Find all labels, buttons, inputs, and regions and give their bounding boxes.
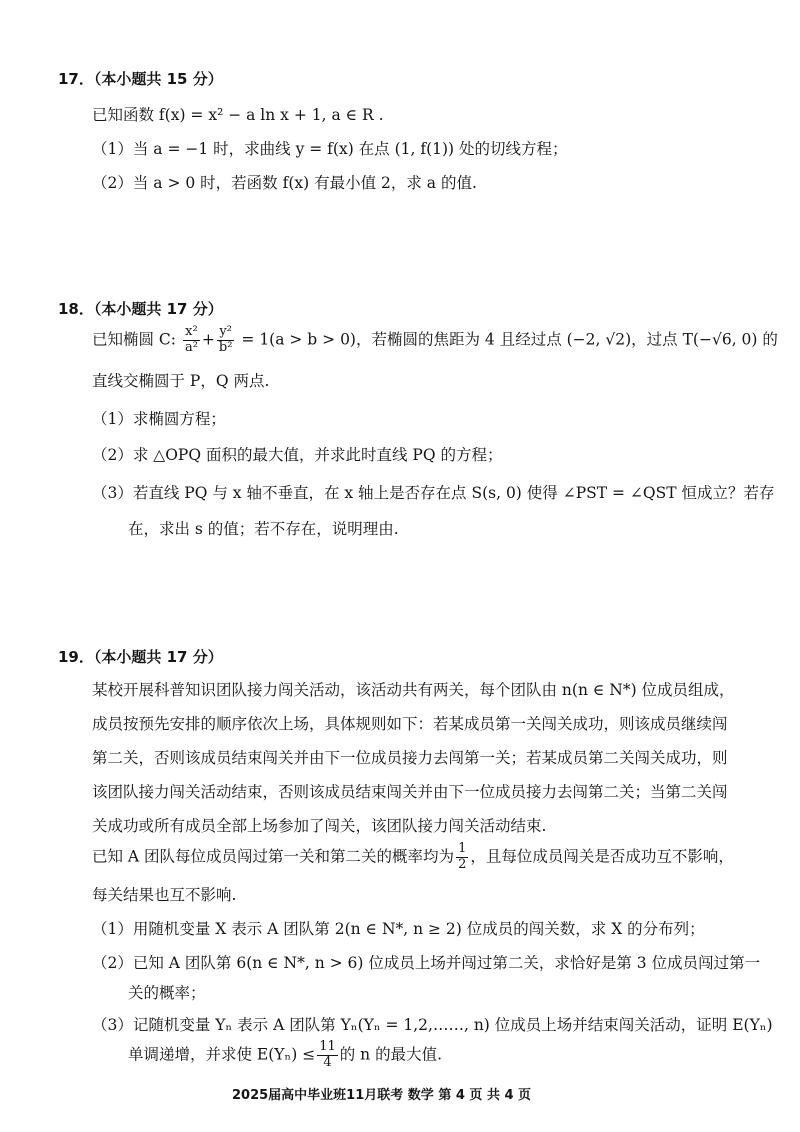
page-footer: 2025届高中毕业班11月联考 数学 第 4 页 共 4 页 [232, 1088, 532, 1103]
half-fraction [456, 842, 468, 873]
q19-part-3: （3）记随机变量 Yₙ 表示 A 团队第 Yₙ(Yₙ = 1,2,……, n) 位成员上场并结束闯关活动，证明 E(Yₙ) [92, 1016, 773, 1034]
plus-sign: + [201, 330, 215, 349]
q19-part-2: （2）已知 A 团队第 6(n ∈ N*, n > 6) 位成员上场并闯过第二关，求恰好是第 3 位成员闯过第一 [92, 954, 761, 972]
q18-part-1: （1）求椭圆方程； [92, 410, 226, 428]
q18-part-3-cont: 在，求出 s 的值；若不存在，说明理由. [128, 520, 399, 538]
ellipse-x-fraction [183, 325, 200, 356]
q18-part-2: （2）求 △OPQ 面积的最大值，并求此时直线 PQ 的方程； [92, 446, 503, 464]
eleven-quarters-fraction [317, 1040, 338, 1071]
q19-part-1: （1）用随机变量 X 表示 A 团队第 2(n ∈ N*, n ≥ 2) 位成员的闯关数，求 X 的分布列； [92, 920, 705, 938]
q19-para-line-1: 某校开展科普知识团队接力闯关活动，该活动共有两关，每个团队由 n(n ∈ N*) 位成员组成， [92, 681, 735, 699]
q19-part-3-cont [128, 1040, 442, 1071]
fraction-numerator: x² [183, 325, 200, 341]
q19-prob-suffix: ，且每位成员闯关是否成功互不影响， [470, 847, 734, 866]
q18-stem [92, 325, 778, 356]
fraction-denominator: a² [184, 339, 198, 355]
q19-prob-prefix: 已知 A 团队每位成员闯过第一关和第二关的概率均为 [92, 847, 455, 866]
q18-stem-prefix: 已知椭圆 C: [92, 330, 177, 349]
fraction-numerator: 1 [458, 841, 467, 856]
q19-part-3-prefix: 单调递增，并求使 E(Yₙ) ≤ [128, 1045, 316, 1064]
q18-part-3: （3）若直线 PQ 与 x 轴不垂直，在 x 轴上是否存在点 S(s, 0) 使得 ∠PST = ∠QST 恒成立？若存 [92, 484, 775, 502]
q17-stem: 已知函数 f(x) = x² − a ln x + 1, a ∈ R . [92, 106, 384, 124]
q17-part-1: （1）当 a = −1 时，求曲线 y = f(x) 在点 (1, f(1)) 处的切线方程； [92, 140, 568, 158]
fraction-numerator: 11 [319, 1039, 336, 1054]
fraction-numerator: y² [217, 325, 235, 341]
q19-part-3-suffix: 的 n 的最大值. [339, 1045, 443, 1064]
fraction-denominator: 2 [458, 856, 467, 872]
fraction-denominator: b² [218, 339, 233, 355]
q18-stem-line-2: 直线交椭圆于 P，Q 两点. [92, 372, 270, 390]
q18-header: 18．（本小题共 17 分） [58, 300, 223, 318]
q19-para-line-4: 该团队接力闯关活动结束，否则该成员结束闯关并由下一位成员接力去闯第二关；当第二关闯 [92, 783, 728, 801]
fraction-denominator: 4 [323, 1054, 332, 1070]
q19-prob-line-2: 每关结果也互不影响. [92, 886, 237, 904]
q19-para-line-5: 关成功或所有成员全部上场参加了闯关，该团队接力闯关活动结束. [92, 817, 547, 835]
q19-para-line-3: 第二关，否则该成员结束闯关并由下一位成员接力去闯第一关；若某成员第二关闯关成功，则 [92, 749, 728, 767]
q17-part-2: （2）当 a > 0 时，若函数 f(x) 有最小值 2，求 a 的值. [92, 174, 477, 192]
q19-part-2-cont: 关的概率； [128, 984, 206, 1002]
ellipse-y-fraction [217, 325, 235, 356]
q18-stem-suffix: = 1(a > b > 0)，若椭圆的焦距为 4 且经过点 (−2, √2)，过点 T(−√6, 0) 的 [241, 330, 778, 349]
q17-header: 17．（本小题共 15 分） [58, 70, 223, 88]
q19-probability-line [92, 842, 734, 873]
q19-para-line-2: 成员按预先安排的顺序依次上场，具体规则如下：若某成员第一关闯关成功，则该成员继续闯 [92, 715, 728, 733]
q19-header: 19．（本小题共 17 分） [58, 648, 223, 666]
